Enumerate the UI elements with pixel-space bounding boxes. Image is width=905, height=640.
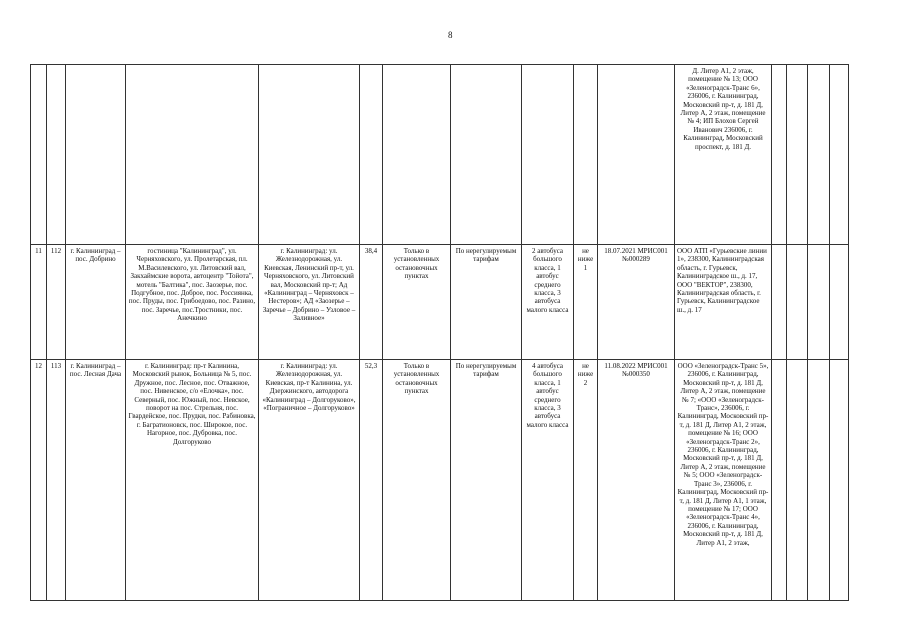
- route-number-cell: 113: [47, 360, 66, 601]
- empty-cell: [772, 360, 787, 601]
- table-row: [31, 360, 849, 601]
- start-date-cell: 11.08.2022 МРИС001 №000350: [598, 360, 675, 601]
- tariff-cell: По нерегулируемым тарифам: [451, 360, 522, 601]
- age-cell: [574, 65, 598, 245]
- length-cell: 38,4: [360, 245, 383, 360]
- route-number-cell: [47, 65, 66, 245]
- empty-cell: [772, 245, 787, 360]
- boarding-cell: [383, 65, 451, 245]
- table-row: [31, 65, 849, 245]
- start-date-cell: 18.07.2021 МРИС001 №000289: [598, 245, 675, 360]
- row-number-cell: 12: [31, 360, 47, 601]
- operator-cell: ООО «Зеленоградск-Транс 5», 236006, г. Калининград, Московский пр-т, д. 181 Д, Литер А, 2 этаж, помещение № 7; «ООО «Зеленоградск-Транс», 236006, г. Калининград, Московский пр-т, д. 181 Д, Литер А1, 2 этаж, помещение № 16; ООО «Зеленоградск-Транс 2», 236006, г. Калининград, Московский пр-т, д. 181 Д, Литер А, 2 этаж, помещение № 5; ООО «Зеленоградск-Транс 3», 236006, г. Калининград, Московский пр-т, д. 181 Д, Литер А1, 1 этаж, помещение № 17; ООО «Зеленоградск-Транс 4», 236006, г. Калининград, Московский пр-т, д. 181 Д, Литер А1, 2 этаж,: [675, 360, 772, 601]
- length-cell: [360, 65, 383, 245]
- routes-table: [30, 64, 849, 601]
- operator-cell: Д. Литер А1, 2 этаж, помещение № 13; ООО «Зеленоградск-Транс 6», 236006, г. Калининград, Московский пр-т, д. 181 Д, Литер А, 2 этаж, помещение № 4; ИП Блохов Сергей Иванович 236006, г. Калининград, Московский проспект, д. 181 Д.: [675, 65, 772, 245]
- streets-cell: г. Калининград: ул. Железнодорожная, ул. Киевская, Ленинский пр-т, ул. Черняховского, ул. Литовский вал, Московский пр-т; Ад «Калининград – Черняховск – Нестеров»; АД «Заозерье – Заречье – Добрино – Узловое – Заливное»: [259, 245, 360, 360]
- age-cell: не ниже 1: [574, 245, 598, 360]
- empty-cell: [772, 65, 787, 245]
- empty-cell: [830, 360, 849, 601]
- empty-cell: [808, 360, 830, 601]
- empty-cell: [787, 65, 808, 245]
- route-number-cell: 112: [47, 245, 66, 360]
- age-cell: не ниже 2: [574, 360, 598, 601]
- stops-cell: г. Калининград: пр-т Калинина, Московский рынок, Больница № 5, пос. Дружное, пос. Лесное, пос. Отважное, пос. Нивенское, с/о «Елочка», пос. Северный, пос. Южный, пос. Невское, поворот на пос. Стрельня, пос. Гвардейское, пос. Прудки, пос. Рабиновка, г. Багратионовск, пос. Широкое, пос. Нагорное, пос. Дубровка, пос. Долгоруково: [126, 360, 259, 601]
- boarding-cell: Только в установленных остановочных пунктах: [383, 245, 451, 360]
- empty-cell: [830, 245, 849, 360]
- route-name-cell: [66, 65, 126, 245]
- length-cell: 52,3: [360, 360, 383, 601]
- empty-cell: [808, 245, 830, 360]
- route-name-cell: г. Калининград – пос. Лесная Дача: [66, 360, 126, 601]
- row-number-cell: 11: [31, 245, 47, 360]
- row-number-cell: [31, 65, 47, 245]
- tariff-cell: По нерегулируемым тарифам: [451, 245, 522, 360]
- boarding-cell: Только в установленных остановочных пунктах: [383, 360, 451, 601]
- start-date-cell: [598, 65, 675, 245]
- vehicles-cell: 4 автобуса большого класса, 1 автобус среднего класса, 3 автобуса малого класса: [522, 360, 574, 601]
- empty-cell: [787, 245, 808, 360]
- route-name-cell: г. Калининград – пос. Добрино: [66, 245, 126, 360]
- page-number: 8: [448, 30, 453, 40]
- stops-cell: [126, 65, 259, 245]
- vehicles-cell: [522, 65, 574, 245]
- table-row: [31, 245, 849, 360]
- streets-cell: [259, 65, 360, 245]
- empty-cell: [787, 360, 808, 601]
- empty-cell: [808, 65, 830, 245]
- tariff-cell: [451, 65, 522, 245]
- operator-cell: ООО АТП «Гурьевские линии 1», 238300, Калининградская область, г. Гурьевск, Калининградское ш., д. 17, ООО "ВЕКТОР", 238300, Калининградская область, г. Гурьевск, Калининградское ш., д. 17: [675, 245, 772, 360]
- streets-cell: г. Калининград: ул. Железнодорожная, ул. Киевская, пр-т Калинина, ул. Дзержинского, автодорога «Калининград – Долгоруково», «Пограничное – Долгоруково»: [259, 360, 360, 601]
- stops-cell: гостиница "Калининград", ул. Черняховского, ул. Пролетарская, пл. М.Василевского, ул. Литовский вал, Закхаймские ворота, автоцентр "Тойота", мотель "Балтика", пос. Заозерье, пос. Подгубное, пос. Доброе, пос. Россиянка, пос. Пруды, пос. Грибоедово, пос. Разино, пос. Заречье, пос.Тростники, пос. Анечкино: [126, 245, 259, 360]
- vehicles-cell: 2 автобуса большого класса, 1 автобус среднего класса, 3 автобуса малого класса: [522, 245, 574, 360]
- empty-cell: [830, 65, 849, 245]
